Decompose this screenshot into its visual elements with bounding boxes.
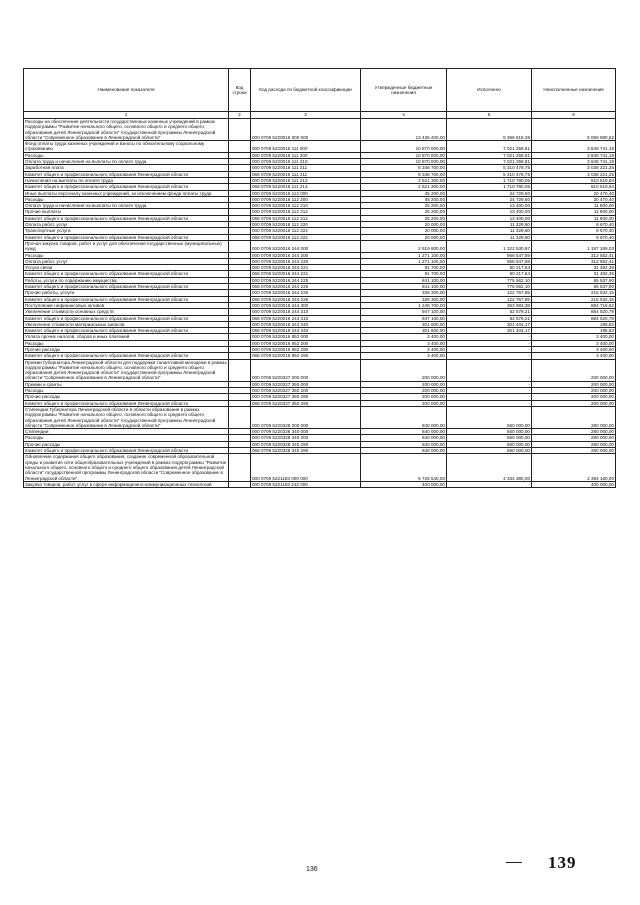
row-approved: 200 000,00 bbox=[361, 359, 447, 381]
row-unexecuted: 280 000,00 bbox=[532, 441, 616, 447]
row-unexecuted: 65 537,90 bbox=[532, 284, 616, 290]
row-unexecuted: 195,83 bbox=[532, 321, 616, 327]
table-row bbox=[24, 481, 616, 487]
row-executed: 4 334 380,00 bbox=[447, 454, 532, 481]
row-name: Расходы bbox=[24, 388, 229, 394]
row-approved: 840 000,00 bbox=[361, 429, 447, 435]
row-budget-code: 068 0709 5220016 111 211 bbox=[251, 171, 361, 177]
row-approved: 840 000,00 bbox=[361, 435, 447, 441]
header-approved: Утвержденные бюджетные назначения bbox=[361, 69, 447, 112]
row-unexecuted: 810 519,94 bbox=[532, 177, 616, 183]
row-executed: - bbox=[447, 481, 532, 487]
row-name: Расходы bbox=[24, 435, 229, 441]
row-budget-code: 000 0709 5220327 350 200 bbox=[251, 388, 361, 394]
row-unexecuted: 884 716,62 bbox=[532, 302, 616, 308]
row-executed: - bbox=[447, 381, 532, 387]
row-name: Комитет общего и профессионального образования Ленинградской области bbox=[24, 448, 229, 454]
row-name: Премии Губернатора Ленинградской области для поддержки талантливой молодежи в рамках подпрограммы "Развитие начального общего, основного общего и среднего общего образования детей Ленинградской области" государственной программы Ленинградской области "Современное образование в Ленинградской области" bbox=[25, 359, 227, 381]
page-number: 136 bbox=[306, 866, 318, 873]
row-budget-code: 000 0709 5220016 244 226 bbox=[251, 290, 361, 296]
row-name: Оплата работ, услуг bbox=[24, 222, 229, 228]
row-unexecuted: 200 000,00 bbox=[532, 381, 616, 387]
row-budget-code: 000 0709 5220327 350 290 bbox=[251, 394, 361, 400]
row-approved: 1 248 700,00 bbox=[361, 302, 447, 308]
row-approved: 200 000,00 bbox=[361, 381, 447, 387]
row-name: Расходы bbox=[24, 196, 229, 202]
row-approved: 2 519 800,00 bbox=[361, 240, 447, 252]
row-budget-code: 000 0709 5220016 112 000 bbox=[251, 190, 361, 196]
row-budget-code: 000 0709 5220328 340 290 bbox=[251, 441, 361, 447]
row-executed: 13 400,00 bbox=[447, 215, 532, 221]
row-executed: 60 217,64 bbox=[447, 271, 532, 277]
row-approved: 3 400,00 bbox=[361, 353, 447, 359]
row-unexecuted: 8 670,40 bbox=[532, 234, 616, 240]
row-budget-code: 000 0709 5221183 242 000 bbox=[251, 481, 361, 487]
row-unexecuted: 3 400,00 bbox=[532, 346, 616, 352]
row-executed: 13 400,00 bbox=[447, 209, 532, 215]
row-approved: 45 200,00 bbox=[361, 190, 447, 196]
row-approved: 8 348 700,00 bbox=[361, 171, 447, 177]
row-line-code bbox=[229, 141, 251, 153]
row-executed: 1 710 780,06 bbox=[447, 177, 532, 183]
row-approved: 2 521 300,00 bbox=[361, 177, 447, 183]
row-approved: 841 100,00 bbox=[361, 284, 447, 290]
row-approved: 13 436 400,00 bbox=[361, 119, 447, 141]
row-name: Оплата работ, услуг bbox=[24, 258, 229, 264]
row-name: Фонд оплаты труда казенных учреждений и взносы по обязательному социальному страхованию bbox=[24, 141, 229, 153]
row-line-code bbox=[229, 406, 251, 428]
row-line-code bbox=[229, 359, 251, 381]
row-budget-code: 068 0709 5220016 244 226 bbox=[251, 296, 361, 302]
row-name: Увеличение стоимости основных средств bbox=[24, 309, 229, 315]
row-name: Поступление нефинансовых активов bbox=[24, 302, 229, 308]
row-name: Обновление содержания общего образования, создание современной образовательной среды и развитие сети общеобразовательных учреждений в рамках подпрограммы "Развитие начального общего, основного общего и среднего общего образования детей Ленинградской области" государственной программы Ленинградской области "Современное образование в Ленинградской области" bbox=[24, 454, 229, 481]
row-executed: 13 400,00 bbox=[447, 203, 532, 209]
row-executed: 24 729,60 bbox=[447, 190, 532, 196]
row-executed: 62 579,21 bbox=[447, 309, 532, 315]
row-name: Прочие работы, услуги bbox=[24, 290, 229, 296]
row-budget-code: 000 0709 5221183 000 000 bbox=[251, 454, 361, 481]
row-executed: 560 000,00 bbox=[447, 429, 532, 435]
column-number: 4 bbox=[361, 112, 447, 119]
row-executed: - bbox=[447, 359, 532, 381]
row-executed: 8 366 519,38 bbox=[447, 119, 532, 141]
row-name: Стипендии Губернатора Ленинградской области в области образования в рамках подпрограммы "Развитие начального общего, основного общего и среднего общего образования детей Ленинградской области" государственной программы Ленинградской области "Современное образование в Ленинградской области" bbox=[24, 406, 229, 428]
row-name: Расходы bbox=[24, 152, 229, 158]
row-approved: 947 100,00 bbox=[361, 315, 447, 321]
row-name: Начисления на выплаты по оплате труда bbox=[24, 177, 229, 183]
row-name: Заработная плата bbox=[24, 165, 229, 171]
row-unexecuted: 400 000,00 bbox=[532, 481, 616, 487]
row-approved: 200 000,00 bbox=[361, 388, 447, 394]
column-number: 5 bbox=[447, 112, 532, 119]
row-name: Прочие расходы bbox=[24, 394, 229, 400]
table-row bbox=[24, 141, 616, 153]
row-approved: 400 000,00 bbox=[361, 481, 447, 487]
row-unexecuted: 3 848 741,19 bbox=[532, 159, 616, 165]
row-unexecuted: 312 552,41 bbox=[532, 258, 616, 264]
row-executed: 560 000,00 bbox=[447, 441, 532, 447]
row-approved: 338 300,00 bbox=[361, 296, 447, 302]
row-budget-code: 000 0709 5220328 340 200 bbox=[251, 435, 361, 441]
row-name: Комитет общего и профессионального образования Ленинградской области bbox=[24, 296, 229, 302]
row-executed: 11 329,60 bbox=[447, 228, 532, 234]
table-header-row bbox=[24, 69, 616, 112]
row-name: Оплата труда и начисления на выплаты по оплате труда bbox=[24, 159, 229, 165]
row-name: Прочая закупка товаров, работ и услуг для обеспечения государственных (муниципальных) нужд bbox=[24, 240, 229, 252]
row-name: Стипендии bbox=[24, 429, 229, 435]
row-line-code bbox=[229, 119, 251, 141]
row-budget-code: 068 0709 5220016 112 212 bbox=[251, 215, 361, 221]
row-unexecuted: 312 552,41 bbox=[532, 252, 616, 258]
row-executed: 7 021 258,81 bbox=[447, 141, 532, 153]
header-unexecuted: Неисполненные назначения bbox=[532, 69, 616, 112]
row-budget-code: 000 0709 5220016 244 310 bbox=[251, 309, 361, 315]
row-unexecuted: 215 532,15 bbox=[532, 290, 616, 296]
row-approved: 10 870 000,00 bbox=[361, 141, 447, 153]
row-unexecuted: 11 800,00 bbox=[532, 215, 616, 221]
row-name: Закупка товаров, работ, услуг в сфере информационно-коммуникационных технологий bbox=[24, 481, 229, 487]
row-unexecuted: 3 400,00 bbox=[532, 340, 616, 346]
column-numbers-row bbox=[24, 112, 616, 119]
row-executed: 11 329,60 bbox=[447, 222, 532, 228]
row-unexecuted: 200 000,00 bbox=[532, 400, 616, 406]
row-budget-code: 000 0709 5220328 340 000 bbox=[251, 429, 361, 435]
header-executed: Исполнено bbox=[447, 69, 532, 112]
row-name: Уплата прочих налогов, сборов и иных платежей bbox=[24, 334, 229, 340]
row-approved: 20 000,00 bbox=[361, 228, 447, 234]
row-budget-code: 068 0709 5220016 244 310 bbox=[251, 315, 361, 321]
row-unexecuted: 3 038 221,25 bbox=[532, 165, 616, 171]
row-approved: 6 728 540,00 bbox=[361, 454, 447, 481]
row-budget-code: 000 0709 5220016 112 212 bbox=[251, 209, 361, 215]
row-executed: 958 547,59 bbox=[447, 258, 532, 264]
row-unexecuted: 1 197 269,03 bbox=[532, 240, 616, 252]
row-unexecuted: 810 519,94 bbox=[532, 184, 616, 190]
row-executed: 5 310 478,75 bbox=[447, 171, 532, 177]
row-unexecuted: 280 000,00 bbox=[532, 448, 616, 454]
row-executed: 775 562,10 bbox=[447, 284, 532, 290]
row-name: Комитет общего и профессионального образования Ленинградской области bbox=[24, 400, 229, 406]
row-name: Оплата труда и начисления на выплаты по оплате труда bbox=[24, 203, 229, 209]
row-executed: 5 310 478,75 bbox=[447, 165, 532, 171]
row-executed: 60 217,64 bbox=[447, 265, 532, 271]
row-name: Увеличение стоимости материальных запасов bbox=[24, 321, 229, 327]
row-budget-code: 068 0709 5220016 244 225 bbox=[251, 284, 361, 290]
row-approved: 91 700,00 bbox=[361, 271, 447, 277]
row-executed: 62 579,21 bbox=[447, 315, 532, 321]
row-executed: 24 729,60 bbox=[447, 196, 532, 202]
row-budget-code: 068 0709 5220327 350 290 bbox=[251, 400, 361, 406]
row-budget-code: 000 0709 5220016 111 210 bbox=[251, 159, 361, 165]
row-executed: 122 767,85 bbox=[447, 296, 532, 302]
row-budget-code: 068 0709 5220016 244 221 bbox=[251, 271, 361, 277]
row-executed: 560 000,00 bbox=[447, 448, 532, 454]
table-row bbox=[24, 240, 616, 252]
row-unexecuted: 3 400,00 bbox=[532, 334, 616, 340]
row-approved: 25 200,00 bbox=[361, 203, 447, 209]
row-executed: - bbox=[447, 400, 532, 406]
row-unexecuted: 8 670,40 bbox=[532, 222, 616, 228]
row-budget-code: 000 0709 5220328 000 000 bbox=[251, 406, 361, 428]
row-name: Комитет общего и профессионального образования Ленинградской области bbox=[24, 215, 229, 221]
row-unexecuted: 20 470,40 bbox=[532, 190, 616, 196]
row-name: Иные выплаты персоналу казенных учреждений, за исключением фонда оплаты труда bbox=[24, 190, 229, 196]
row-executed: 122 767,85 bbox=[447, 290, 532, 296]
row-unexecuted: 200 000,00 bbox=[532, 388, 616, 394]
row-name: Транспортные услуги bbox=[24, 228, 229, 234]
row-unexecuted: 3 848 741,19 bbox=[532, 141, 616, 153]
row-approved: 8 348 700,00 bbox=[361, 165, 447, 171]
row-name: Прочие расходы bbox=[24, 441, 229, 447]
row-budget-code: 000 0709 5220016 111 000 bbox=[251, 141, 361, 153]
table-row bbox=[24, 406, 616, 428]
row-name: Прочие выплаты bbox=[24, 209, 229, 215]
row-line-code bbox=[229, 240, 251, 252]
row-executed: 560 000,00 bbox=[447, 406, 532, 428]
row-budget-code: 000 0709 5220327 000 000 bbox=[251, 359, 361, 381]
table-row bbox=[24, 359, 616, 381]
header-budget-code: Код расхода по бюджетной классификации bbox=[251, 69, 361, 112]
row-unexecuted: 31 482,36 bbox=[532, 271, 616, 277]
row-approved: 840 000,00 bbox=[361, 406, 447, 428]
row-approved: 3 400,00 bbox=[361, 334, 447, 340]
row-approved: 1 271 100,00 bbox=[361, 258, 447, 264]
row-approved: 301 600,00 bbox=[361, 328, 447, 334]
row-budget-code: 000 0709 5220016 244 300 bbox=[251, 302, 361, 308]
row-name: Услуги связи bbox=[24, 265, 229, 271]
row-unexecuted: 215 532,15 bbox=[532, 296, 616, 302]
row-approved: 840 000,00 bbox=[361, 448, 447, 454]
row-approved: 841 100,00 bbox=[361, 277, 447, 283]
row-budget-code: 068 0709 5220016 112 222 bbox=[251, 234, 361, 240]
row-approved: 3 400,00 bbox=[361, 340, 447, 346]
row-name: Премии и гранты bbox=[24, 381, 229, 387]
row-budget-code: 000 0709 5220016 112 220 bbox=[251, 222, 361, 228]
expenditure-table bbox=[23, 68, 616, 488]
row-unexecuted: 884 520,79 bbox=[532, 309, 616, 315]
row-name: Расходы bbox=[24, 340, 229, 346]
row-budget-code: 000 0709 5220016 852 200 bbox=[251, 340, 361, 346]
row-approved: 20 000,00 bbox=[361, 222, 447, 228]
row-approved: 301 600,00 bbox=[361, 321, 447, 327]
row-unexecuted: 280 000,00 bbox=[532, 429, 616, 435]
row-budget-code: 000 0709 5220016 852 290 bbox=[251, 346, 361, 352]
row-executed: 958 547,59 bbox=[447, 252, 532, 258]
row-approved: 200 000,00 bbox=[361, 400, 447, 406]
row-approved: 20 000,00 bbox=[361, 234, 447, 240]
row-budget-code: 068 0709 5220016 244 340 bbox=[251, 328, 361, 334]
table-row bbox=[24, 454, 616, 481]
row-name: Комитет общего и профессионального образования Ленинградской области bbox=[24, 315, 229, 321]
report-sheet bbox=[23, 68, 615, 488]
row-budget-code: 000 0709 5220016 112 200 bbox=[251, 196, 361, 202]
table-body bbox=[24, 119, 616, 488]
row-budget-code: 068 0709 5220328 340 290 bbox=[251, 448, 361, 454]
row-approved: 3 400,00 bbox=[361, 346, 447, 352]
row-unexecuted: 280 000,00 bbox=[532, 435, 616, 441]
row-executed: - bbox=[447, 340, 532, 346]
row-executed: 7 021 258,81 bbox=[447, 152, 532, 158]
row-name: Комитет общего и профессионального образования Ленинградской области bbox=[24, 328, 229, 334]
row-approved: 338 300,00 bbox=[361, 290, 447, 296]
row-approved: 45 200,00 bbox=[361, 196, 447, 202]
column-number: 3 bbox=[251, 112, 361, 119]
row-approved: 840 000,00 bbox=[361, 441, 447, 447]
row-approved: 10 870 000,00 bbox=[361, 152, 447, 158]
row-budget-code: 068 0709 5220016 852 290 bbox=[251, 353, 361, 359]
row-name: Работы, услуги по содержанию имущества bbox=[24, 277, 229, 283]
row-budget-code: 000 0709 5220016 111 211 bbox=[251, 165, 361, 171]
row-executed: 301 404,17 bbox=[447, 321, 532, 327]
row-approved: 10 870 000,00 bbox=[361, 159, 447, 165]
row-budget-code: 000 0709 5220016 111 213 bbox=[251, 177, 361, 183]
row-name: Комитет общего и профессионального образования Ленинградской области bbox=[24, 353, 229, 359]
row-budget-code: 000 0709 5220016 111 200 bbox=[251, 152, 361, 158]
row-name: Прочие расходы bbox=[24, 346, 229, 352]
row-executed: 1 710 780,06 bbox=[447, 184, 532, 190]
row-approved: 25 200,00 bbox=[361, 215, 447, 221]
row-executed: - bbox=[447, 346, 532, 352]
row-executed: 11 329,60 bbox=[447, 234, 532, 240]
row-approved: 947 100,00 bbox=[361, 309, 447, 315]
row-name: Комитет общего и профессионального образования Ленинградской области bbox=[24, 284, 229, 290]
row-unexecuted: 65 537,90 bbox=[532, 277, 616, 283]
row-executed: 560 000,00 bbox=[447, 435, 532, 441]
row-unexecuted: 884 520,79 bbox=[532, 315, 616, 321]
row-unexecuted: 20 470,40 bbox=[532, 196, 616, 202]
row-budget-code: 000 0709 5220016 244 221 bbox=[251, 265, 361, 271]
row-budget-code: 068 0709 5220016 111 213 bbox=[251, 184, 361, 190]
row-unexecuted: 31 482,36 bbox=[532, 265, 616, 271]
row-name: Комитет общего и профессионального образования Ленинградской области bbox=[24, 184, 229, 190]
row-unexecuted: 2 394 160,00 bbox=[532, 454, 616, 481]
row-executed: 363 983,38 bbox=[447, 302, 532, 308]
row-budget-code: 000 0709 5220016 852 000 bbox=[251, 334, 361, 340]
row-name: Комитет общего и профессионального образования Ленинградской области bbox=[24, 271, 229, 277]
row-executed: - bbox=[447, 334, 532, 340]
row-budget-code: 000 0709 5220016 112 222 bbox=[251, 228, 361, 234]
row-unexecuted: 5 069 880,62 bbox=[532, 119, 616, 141]
row-executed: - bbox=[447, 353, 532, 359]
row-unexecuted: 3 848 741,19 bbox=[532, 152, 616, 158]
footer-dash bbox=[506, 862, 522, 863]
row-executed: 775 562,10 bbox=[447, 277, 532, 283]
row-budget-code: 000 0709 5220016 000 000 bbox=[251, 119, 361, 141]
row-budget-code: 000 0709 5220016 244 225 bbox=[251, 277, 361, 283]
column-number: 6 bbox=[532, 112, 616, 119]
row-executed: 1 322 530,97 bbox=[447, 240, 532, 252]
row-budget-code: 000 0709 5220016 244 000 bbox=[251, 240, 361, 252]
row-executed: - bbox=[447, 394, 532, 400]
row-budget-code: 000 0709 5220016 112 210 bbox=[251, 203, 361, 209]
row-name: Расходы bbox=[24, 252, 229, 258]
row-budget-code: 000 0709 5220016 244 220 bbox=[251, 258, 361, 264]
row-executed: 7 021 258,81 bbox=[447, 159, 532, 165]
row-name: Комитет общего и профессионального образования Ленинградской области bbox=[24, 171, 229, 177]
row-unexecuted: 200 000,00 bbox=[532, 394, 616, 400]
column-number: 1 bbox=[24, 112, 229, 119]
row-unexecuted: 11 800,00 bbox=[532, 203, 616, 209]
row-unexecuted: 3 038 221,25 bbox=[532, 171, 616, 177]
stamped-page-number: 139 bbox=[548, 853, 577, 872]
row-unexecuted: 3 400,00 bbox=[532, 353, 616, 359]
row-executed: 301 404,17 bbox=[447, 328, 532, 334]
row-unexecuted: 280 000,00 bbox=[532, 406, 616, 428]
row-unexecuted: 200 000,00 bbox=[532, 359, 616, 381]
row-unexecuted: 195,83 bbox=[532, 328, 616, 334]
row-budget-code: 000 0709 5220016 244 200 bbox=[251, 252, 361, 258]
header-name: Наименование показателя bbox=[24, 69, 229, 112]
row-unexecuted: 8 670,40 bbox=[532, 228, 616, 234]
row-approved: 91 700,00 bbox=[361, 265, 447, 271]
row-approved: 25 200,00 bbox=[361, 209, 447, 215]
row-line-code bbox=[229, 454, 251, 481]
row-budget-code: 000 0709 5220016 244 340 bbox=[251, 321, 361, 327]
row-approved: 1 271 100,00 bbox=[361, 252, 447, 258]
row-executed: - bbox=[447, 388, 532, 394]
row-line-code bbox=[229, 481, 251, 487]
row-approved: 200 000,00 bbox=[361, 394, 447, 400]
table-row bbox=[24, 119, 616, 141]
row-approved: 2 521 300,00 bbox=[361, 184, 447, 190]
row-name: Расходы на обеспечение деятельности государственных казенных учреждений в рамках подпрограммы "Развитие начального общего, основного общего и среднего общего образования детей Ленинградской области" государственной программы Ленинградской области "Современное образование в Ленинградской области" bbox=[24, 119, 229, 141]
row-name: Комитет общего и профессионального образования Ленинградской области bbox=[24, 234, 229, 240]
header-line-code: Код строки bbox=[229, 69, 251, 112]
row-unexecuted: 11 800,00 bbox=[532, 209, 616, 215]
row-budget-code: 000 0709 5220327 350 000 bbox=[251, 381, 361, 387]
column-number: 2 bbox=[229, 112, 251, 119]
